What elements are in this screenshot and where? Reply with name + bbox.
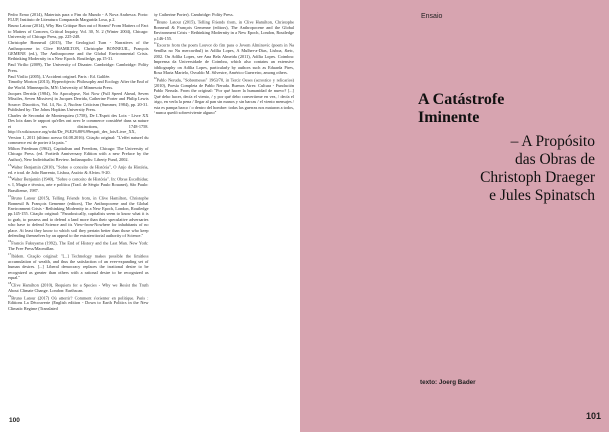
footnote-number: 13: [8, 162, 12, 167]
article-title: [418, 91, 608, 127]
footnote: [8, 79, 149, 90]
author-credit: texto: Joerg Bader: [420, 379, 476, 386]
footnote: [154, 41, 295, 75]
subtitle-line: Christoph Draeger: [480, 169, 595, 186]
footnote: [8, 12, 149, 23]
footnote-number: 15: [8, 193, 12, 198]
footnote: [8, 239, 149, 251]
footnote-text: Jacques Derrida (1984), No Apocalypse, Not Now (Full Speed Ahead, Seven Missiles, Seven Missives) in Jacques Derrida, Catherine Porter and Philip Lewis Source: Diacritics, Vol. 14, No. 2, Nuclear Criticism (Summer, 1984), pp. 20-31. Published by: The Johns Hopkins University Press.: [8, 90, 149, 113]
footnote-text: Walter Benjamin (2010), "Sobre o conceito de História", O Anjo da História, ed. e trad. de João Barrento, Lisboa, Assírio & Alvim. 9-20.: [8, 164, 149, 175]
footnote-text: Bruno Latour (2015), Telling Friends from, in Clive Hamilton, Christophe Bonneuil & François Gemenne (editors), The Anthropocene and the Global Environment Crisis - Rethinking Modernity in a New Epoch, London, Routledge p.146-155.: [153, 19, 294, 41]
footnote: [8, 74, 149, 79]
footnote-text: Ibidem. Citação original: "[...] Technology makes possible the limitless accumulation of wealth, and thus the satisfaction of an ever-expanding set of human desires. [...] Liberal democracy replaces the irrational desire to be recognized as greater than others with a rational desire to be recognized as equal.": [8, 253, 149, 281]
footnotes: [8, 12, 294, 412]
footnote: [8, 194, 149, 239]
section-label: Ensaio: [421, 13, 443, 20]
footnote-text: Timothy Morton (2013), Hyperobjects: Philosophy and Ecology After the End of the World. Minneapolis, MN: University of Minnesota Press.: [8, 79, 149, 90]
footnote-text: Bruno Latour (2014), Why Has Critique Run out of Steam? From Matters of Fact to Matters of Concern, Critical Inquiry, Vol. 30, N. 2 (Winter 2004), Chicago: University of Chicago Press, pp. 225-248.: [8, 23, 149, 40]
footnote: [8, 91, 149, 113]
footnote-text: Paul Virilio (2005), L'Accident originel. Paris : Ed. Galilée.: [8, 73, 111, 79]
footnote-text: Clive Hamilton (2010), Requiem for a Species - Why we Resist the Truth About Climate Change. London: Earthscan.: [8, 282, 149, 293]
footnote: [8, 23, 149, 39]
footnote-number: 17: [8, 251, 12, 256]
footnote-text: Milton Friedman (1962), Capitalism and Freedom, Chicago: The University of Chicago Press. (ed. Fortieth Anniversary Edition with a new Preface by the Author), New Individualist Review. Indianapolis: Liberty Fund, 2002.: [8, 146, 149, 162]
right-page: [300, 0, 609, 432]
footnote-column-1: [8, 12, 149, 412]
footnote-number: 14: [8, 175, 12, 180]
right-page-number: 101: [586, 411, 602, 421]
footnote: [8, 146, 149, 162]
left-page: [0, 0, 300, 432]
footnote: [154, 18, 295, 41]
footnote-text: Francis Fukuyama (1992), The End of History and the Last Man. New York: The Free Press/Macmillan.: [8, 240, 149, 251]
footnote-text: Excerto from the poem Louvor do fim para o Jovem Alminovic (poem in Na Senilha no Nu mercavibul) in Adília Lopes, A Mulher-a-Dias, Lisboa, &etc, 2002. On Adília Lopes, see Ana Bela Almeida (2011), Adília Lopes. Coimbra: Imprensa da Universidade de Coimbra, which also contains an extensive bibliography on Adília Lopes, particularly by authors such as Eduarda Pires, Rosa Maria Martelo, Osvaldo M. Silvestre, Américo Guerreiro, among others.: [153, 42, 294, 76]
footnote-text: Pablo Neruda, "Sobremesas" 1963/70, in Tercir Oeses (acrostico y relicarios) (2010), Poesía Completa de Pablo Neruda. Buenos Aires: Cultura - Fundación Pablo Neruda. From the original: "Por qué hacer la humanidad de nuevo? [...] Qué debo hacer, decía el viento, / y por qué debo convertirme en vez, / decía el trigo, en verla la pena / llegar al pan sin manos y sin barcas / el viento mensajes / esta es pampa barco / o dentro del hombre: todas las guerras nos mataron a todos, / nunca quedó sobreviviente alguno": [153, 77, 294, 116]
footnote: [8, 281, 149, 293]
footnote-text: Bruno Latour (2015), Telling Friends from, in Clive Hamilton, Christophe Bonneuil & François Gemenne (editors), The Anthropocene and the Global Environment Crisis - Rethinking Modernity in a New Epoch, London, Routledge pp.145-155. Citação original: "Paradoxically, capitalists seem to know what it is to grab, to possess and to defend a land more than their speculative adversaries who have to defend Science and its View-from-Nowhere for inhabitants of no place. At least they know to which soil they pertain better than those who keep defending themselves by an appeal to the extraterritorial authority of Science.": [8, 195, 149, 239]
left-page-number: 100: [9, 417, 20, 424]
subtitle-line: – A Propósito: [510, 133, 595, 150]
subtitle-line: e Jules Spinatsch: [489, 187, 595, 204]
title-line: Iminente: [418, 109, 480, 126]
footnote-text: Bruno Latour (2017) Où atterrir? Comment s'orienter en politique. Paris : Editions La Découverte (English edition - Down to Earth Politics in the New Climatic Regime (Translated: [8, 295, 149, 311]
footnote-number: 19: [8, 293, 12, 298]
footnote-number: 16: [8, 239, 12, 244]
footnote: [8, 163, 149, 175]
footnote-number: 20: [153, 17, 157, 22]
footnote-text: Charles de Secondat de Montesquieu (1758), De L'Esprit des Loix - Livre XX Des loix dans le rapport qu'elles ont avec le commerce considéré dans sa nature et ses distinctions, 1748-1758. http://fr.wikisource.org/wiki/De_l%E2%80%99esprit_des_lois/Livre_XX, Version 1, 2011 (último acesso 04.08.2016). Citação original: "L'effet naturel du commerce est de porter à la paix.": [8, 112, 149, 146]
title-line: A Catástrofe: [418, 91, 505, 108]
footnote-text: Paul Virilio (2009), The University of Disaster. Cambridge: Cambridge: Polity Press.: [8, 62, 149, 73]
footnote: [8, 252, 149, 281]
footnote: [154, 12, 295, 17]
footnote: [8, 40, 149, 62]
footnote: [8, 294, 149, 312]
footnote-column-2: [154, 12, 295, 412]
footnote: [154, 76, 295, 116]
article-subtitle: [450, 133, 595, 205]
footnote-number: 21: [153, 41, 157, 46]
footnote-text: by Catherine Porter). Cambridge: Polity Press.: [153, 12, 234, 17]
footnote-number: 18: [8, 280, 12, 285]
footnote: [8, 175, 149, 193]
footnote-text: Walter Benjamin (1940), "Sobre o conceito de História". In: Obras Escolhidas; v. I, Magia e técnica, arte e política (Trad. de Sérgio Paulo Rouanet), São Paulo: Brasiliense, 1987.: [8, 176, 149, 193]
footnote: [8, 62, 149, 73]
footnote-text: Pedro Ermo (2014), Materiais para o Fim do Mundo - A Nova Arabesca. Porto: FLUP, Instituto de Literatura Comparada Margarida Losa, p.2.: [8, 12, 149, 23]
footnote-number: 22: [153, 76, 157, 80]
subtitle-line: das Obras de: [514, 151, 595, 168]
footnote: [8, 113, 149, 146]
footnote-text: Christophe Bonneuil (2015), The Geological Turn - Narratives of the Anthropocene in Clive HAMILTON, Christophe BONNEUIL, François GEMENE (ed.), The Anthropocene and the Global Environmental Crisis. Rethinking Modernity in a New Epoch. Routledge, pp.15-31.: [8, 40, 149, 62]
